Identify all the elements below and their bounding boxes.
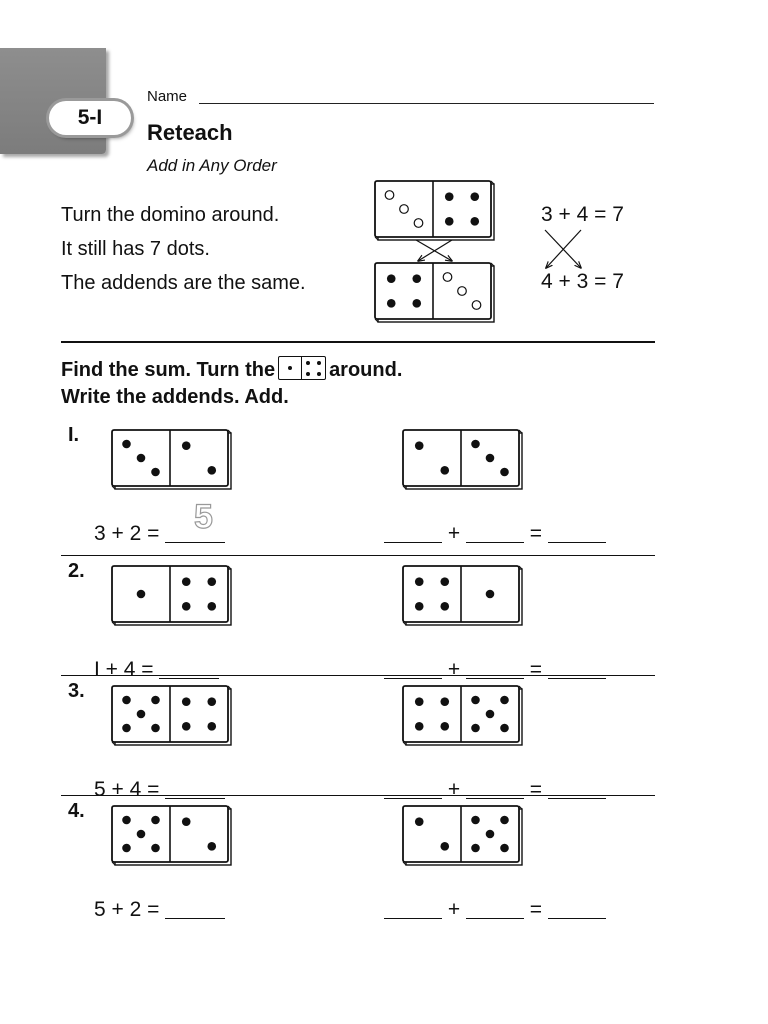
pip xyxy=(182,577,191,586)
plus-sign: + xyxy=(447,898,461,921)
pip xyxy=(471,696,480,705)
question-2-domino-left xyxy=(111,565,235,629)
pip xyxy=(207,842,216,851)
pip xyxy=(207,722,216,731)
pip xyxy=(151,696,160,705)
pip xyxy=(471,816,480,825)
hollow-pip xyxy=(385,191,394,200)
pip xyxy=(122,696,131,705)
question-number: 2. xyxy=(68,560,85,582)
plus-sign: + xyxy=(447,778,461,801)
given-equation-text: 5 + 2 = xyxy=(94,898,160,921)
pip xyxy=(486,454,495,463)
question-number: I. xyxy=(68,424,80,446)
lesson-badge: 5-I xyxy=(49,101,131,135)
pip xyxy=(415,441,424,450)
question-3-given-equation xyxy=(94,776,225,802)
pip xyxy=(122,816,131,825)
pip xyxy=(387,299,396,308)
intro-line-3: The addends are the same. xyxy=(61,272,306,294)
domino-icon xyxy=(278,356,326,380)
pip xyxy=(387,274,396,283)
given-equation-text: I + 4 = xyxy=(94,658,154,681)
pip xyxy=(412,274,421,283)
pip xyxy=(182,722,191,731)
hollow-pip xyxy=(400,205,409,214)
question-3-domino-right xyxy=(402,685,526,749)
equals-sign: = xyxy=(529,778,543,801)
question-2-turned-equation xyxy=(384,656,606,682)
row-divider xyxy=(61,555,655,556)
pip xyxy=(471,724,480,733)
question-3-domino-left xyxy=(111,685,235,749)
pip xyxy=(207,602,216,611)
pip xyxy=(415,602,424,611)
sum-answer-blank[interactable] xyxy=(165,896,225,919)
pip xyxy=(207,577,216,586)
intro-equation-2: 4 + 3 = 7 xyxy=(541,270,624,293)
pip xyxy=(317,372,321,376)
page-title: Reteach xyxy=(147,120,233,145)
pip xyxy=(440,697,449,706)
pip xyxy=(471,440,480,449)
pip xyxy=(415,577,424,586)
pip xyxy=(440,602,449,611)
pip xyxy=(486,590,495,599)
question-2-given-equation xyxy=(94,656,219,682)
pip xyxy=(445,217,454,226)
pip xyxy=(500,696,509,705)
pip xyxy=(440,466,449,475)
pip xyxy=(182,602,191,611)
intro-domino-top xyxy=(374,180,498,244)
question-1-turned-equation xyxy=(384,520,606,546)
swap-arrows-icon xyxy=(414,238,458,266)
hollow-pip xyxy=(472,301,481,310)
pip xyxy=(471,844,480,853)
question-number: 4. xyxy=(68,800,85,822)
pip xyxy=(122,844,131,853)
pip xyxy=(317,361,321,365)
equals-sign: = xyxy=(529,898,543,921)
pip xyxy=(137,830,146,839)
example-answer: 5 xyxy=(194,498,213,536)
pip xyxy=(440,722,449,731)
given-equation-text: 5 + 4 = xyxy=(94,778,160,801)
plus-sign: + xyxy=(447,522,461,545)
hollow-pip xyxy=(443,273,452,282)
pip xyxy=(151,844,160,853)
pip xyxy=(182,697,191,706)
name-field[interactable] xyxy=(199,103,654,104)
pip xyxy=(412,299,421,308)
pip xyxy=(137,454,146,463)
addend-1-blank[interactable] xyxy=(384,896,442,919)
pip xyxy=(500,468,509,477)
intro-equation-1: 3 + 4 = 7 xyxy=(541,203,624,226)
question-3-turned-equation xyxy=(384,776,606,802)
sum-blank[interactable] xyxy=(548,896,606,919)
pip xyxy=(151,468,160,477)
pip xyxy=(415,817,424,826)
plus-sign: + xyxy=(447,658,461,681)
pip xyxy=(500,844,509,853)
instruction-text-before: Find the sum. Turn the xyxy=(61,359,276,381)
pip xyxy=(151,816,160,825)
instruction-text-after: around. xyxy=(329,359,403,381)
pip xyxy=(306,372,310,376)
instruction-line-2: Write the addends. Add. xyxy=(61,386,289,408)
pip xyxy=(137,710,146,719)
question-4-turned-equation xyxy=(384,896,606,922)
name-label: Name xyxy=(147,88,188,105)
page-subtitle: Add in Any Order xyxy=(147,156,277,175)
intro-line-1: Turn the domino around. xyxy=(61,204,280,226)
addend-2-blank[interactable] xyxy=(466,896,524,919)
equation-swap-arrows-icon xyxy=(541,228,589,272)
pip xyxy=(122,724,131,733)
instruction-line-1 xyxy=(61,356,402,382)
intro-line-2: It still has 7 dots. xyxy=(61,238,210,260)
pip xyxy=(151,724,160,733)
pip xyxy=(415,697,424,706)
pip xyxy=(182,817,191,826)
pip xyxy=(500,816,509,825)
addend-2-blank[interactable] xyxy=(466,520,524,543)
question-2-domino-right xyxy=(402,565,526,629)
question-1-domino-right xyxy=(402,429,526,493)
question-4-given-equation xyxy=(94,896,225,922)
pip xyxy=(288,366,292,370)
pip xyxy=(137,590,146,599)
intro-domino-bottom xyxy=(374,262,498,326)
question-4-domino-left xyxy=(111,805,235,869)
pip xyxy=(500,724,509,733)
hollow-pip xyxy=(414,219,423,228)
question-4-domino-right xyxy=(402,805,526,869)
hollow-pip xyxy=(458,287,467,296)
pip xyxy=(470,217,479,226)
pip xyxy=(440,842,449,851)
row-divider xyxy=(61,795,655,796)
pip xyxy=(207,466,216,475)
pip xyxy=(486,830,495,839)
sum-blank[interactable] xyxy=(548,520,606,543)
pip xyxy=(122,440,131,449)
equals-sign: = xyxy=(529,522,543,545)
equals-sign: = xyxy=(529,658,543,681)
pip xyxy=(182,441,191,450)
pip xyxy=(470,192,479,201)
question-number: 3. xyxy=(68,680,85,702)
section-divider xyxy=(61,341,655,343)
pip xyxy=(445,192,454,201)
pip xyxy=(207,697,216,706)
pip xyxy=(415,722,424,731)
row-divider xyxy=(61,675,655,676)
pip xyxy=(306,361,310,365)
pip xyxy=(486,710,495,719)
addend-1-blank[interactable] xyxy=(384,520,442,543)
given-equation-text: 3 + 2 = xyxy=(94,522,160,545)
question-1-domino-left xyxy=(111,429,235,493)
pip xyxy=(440,577,449,586)
